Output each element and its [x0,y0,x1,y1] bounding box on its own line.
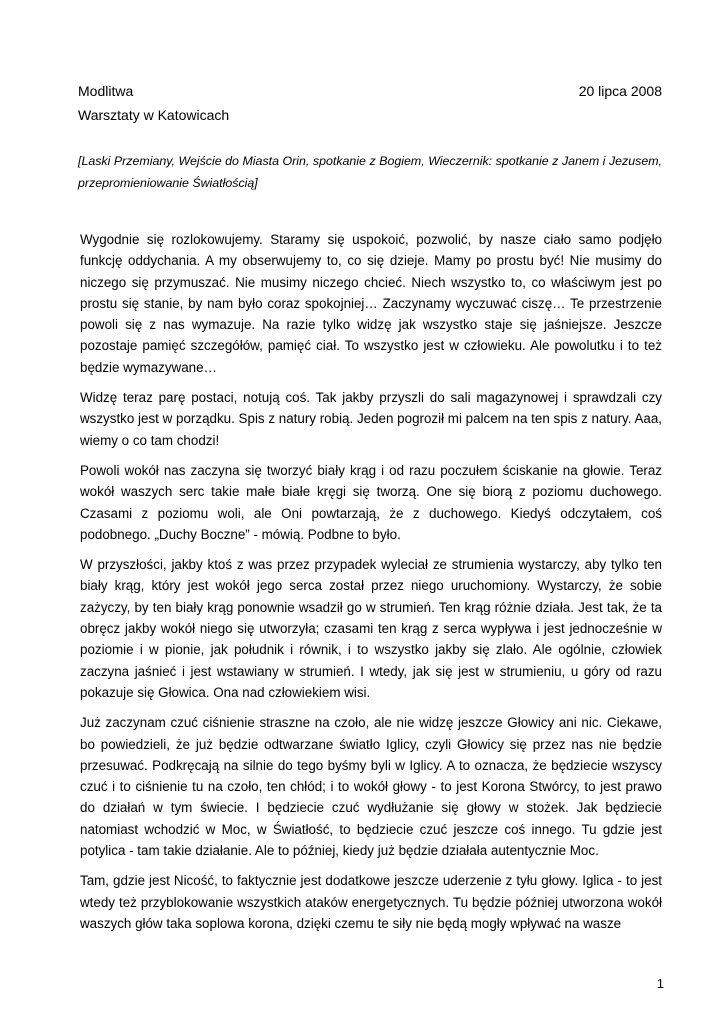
body-paragraph: Już zaczynam czuć ciśnienie straszne na czoło, ale nie widzę jeszcze Głowicy ani nic. Ciekawe, bo powiedzieli, że już będzie odtwarzane światło Iglicy, czyli Głowicy się przez nas nie będzie przesuwać. Podkręcają na silnie do tego byśmy byli w Iglicy. A to oznacza, że będziecie wszyscy czuć i to ciśnienie tu na czoło, ten chłód; i to wokół głowy - to jest Korona Stwórcy, to jest prawo do działań w tym świecie. I będziecie czuć wydłużanie się głowy w stożek. Jak będziecie natomiast wchodzić w Moc, w Światłość, to będziecie czuć jeszcze coś innego. Tu gdzie jest potylica - tam takie działanie. Ale to później, kiedy już będzie działała autentycznie Moc. [80,715,662,859]
body-paragraph: Powoli wokół nas zaczyna się tworzyć biały krąg i od razu poczułem ściskanie na głowie. Teraz wokół waszych serc takie małe białe kręgi się tworzą. One się biorą z poziomu duchowego. Czasami z poziomu woli, ale Oni powtarzają, że z duchowego. Kiedyś odczytałem, coś podobnego. „Duchy Boczne” - mówią. Podbne to było. [80,462,662,542]
document-title: Modlitwa [78,83,134,99]
document-subtitle: Warsztaty w Katowicach [78,107,230,123]
document-header [78,80,662,102]
document-date: 20 lipca 2008 [578,83,662,99]
body-paragraph: Tam, gdzie jest Nicość, to faktycznie jest dodatkowe jeszcze uderzenie z tyłu głowy. Iglica - to jest wtedy też przyblokowanie wszystkich ataków energetycznych. Tu będzie później utworzona wokół waszych głów taka soplowa korona, dzięki czemu te siły nie będą mogły wpływać na wasze [80,873,662,931]
body-paragraph: Widzę teraz parę postaci, notują coś. Tak jakby przyszli do sali magazynowej i sprawdzali czy wszystko jest w porządku. Spis z natury robią. Jeden pogroził mi palcem na ten spis z natury. Aaa, wiemy o co tam chodzi! [80,390,662,448]
document-summary: [Laski Przemiany, Wejście do Miasta Orin, spotkanie z Bogiem, Wieczernik: spotkanie z Janem i Jezusem, przepromieniowanie Światłością] [78,154,662,190]
page-number: 1 [656,976,664,991]
body-paragraph: Wygodnie się rozlokowujemy. Staramy się uspokoić, pozwolić, by nasze ciało samo podjęło funkcję oddychania. A my obserwujemy to, co się dzieje. Mamy po prostu być! Nie musimy do niczego się przymuszać. Nie musimy niczego chcieć. Niech wszystko to, co właściwym jest po prostu się stanie, by nam było coraz spokojniej… Zaczynamy wyczuwać ciszę… Te przestrzenie powoli się z nas wymazuje. Na razie tylko widzę jak wszystko staje się jaśniejsze. Jeszcze pozostaje pamięć szczegółów, pamięć ciał. To wszystko jest w człowieku. Ale powolutku i to też będzie wymazywane… [80,232,662,375]
document-body [80,229,662,943]
body-paragraph: W przyszłości, jakby ktoś z was przez przypadek wyleciał ze strumienia wystarczy, aby tylko ten biały krąg, który jest wokół jego serca został przez niego uruchomiony. Wystarczy, że sobie zażyczy, by ten biały krąg ponownie wsadził go w strumień. Ten krąg różnie działa. Jest tak, że ta obręcz jakby wokół niego się utworzyła; czasami ten krąg z serca wypływa i jest jednocześnie w poziomie i w pionie, jak południk i równik, i to wszystko jakby się zlało. Ale ogólnie, człowiek zaczyna jaśnieć i jest wstawiany w strumień. I wtedy, jak się jest w strumieniu, u góry od razu pokazuje się Głowica. Ona nad człowiekiem wisi. [80,557,662,700]
